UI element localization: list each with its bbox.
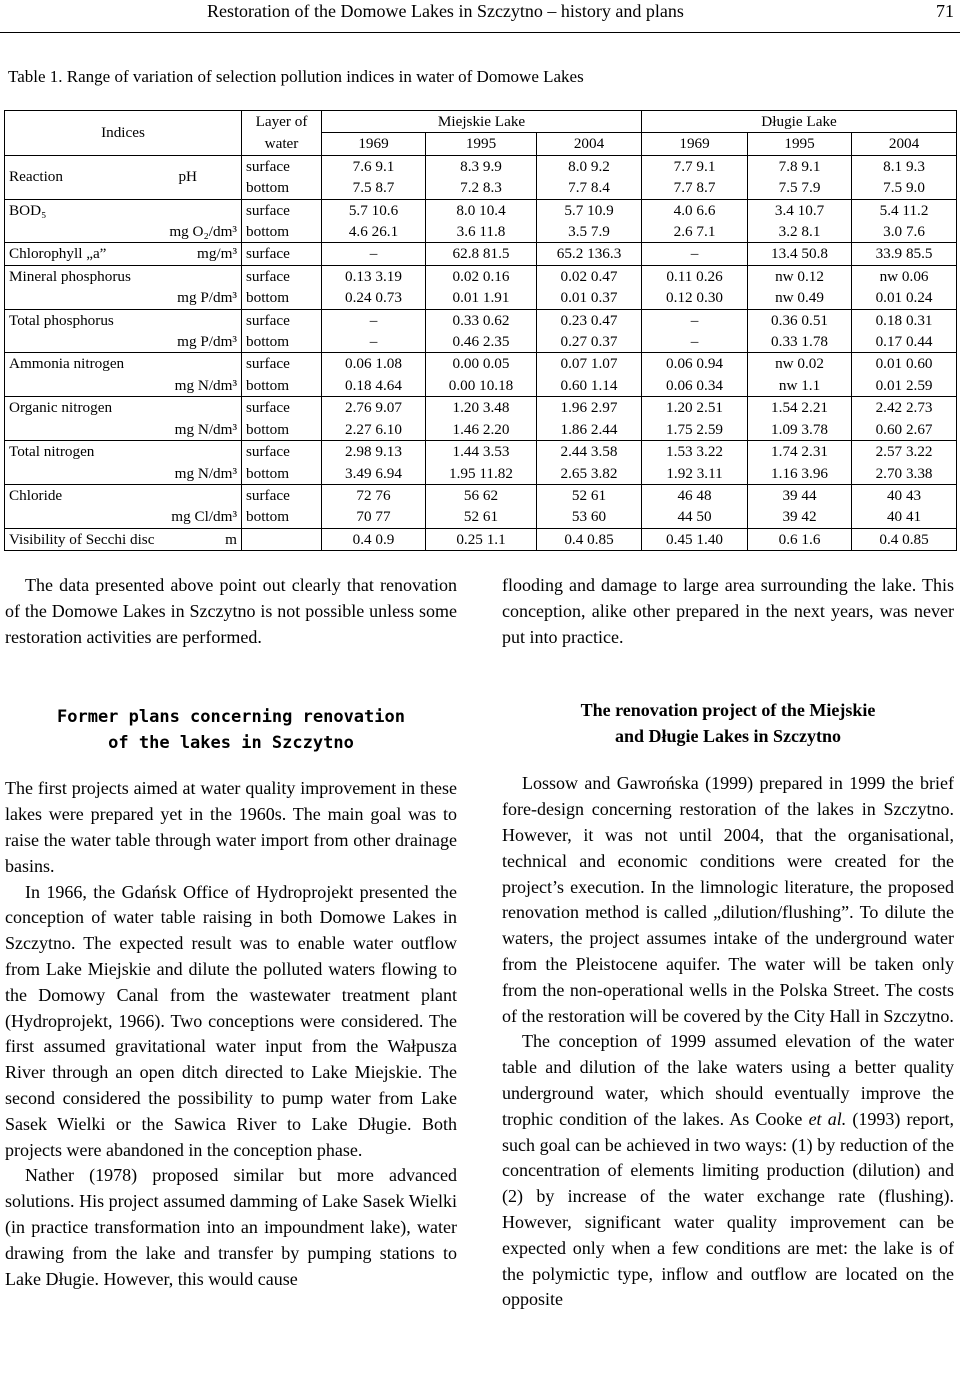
layer-cell: bottom bbox=[242, 506, 322, 528]
indices-header: Indices bbox=[5, 111, 242, 156]
value-cell: nw 0.12 bbox=[748, 265, 852, 287]
text-run: (1993) report, such goal can be achieved in two ways: (1) by reduction of the concentration of elements limiting production (dilution) and (2) by increase of the water exchange rate (flushing). However, significant water quality improvement can be expected only when a few conditions are met: the lake is of the polymictic type, inflow and outflow are located on the opposite bbox=[502, 1108, 955, 1310]
value-cell: 0.24 0.73 bbox=[322, 287, 426, 309]
value-cell: – bbox=[322, 243, 426, 265]
value-cell: 3.5 7.9 bbox=[537, 221, 642, 243]
value-cell: 0.06 0.34 bbox=[642, 375, 748, 397]
value-cell: 8.1 9.3 bbox=[852, 155, 957, 177]
year-header: 1995 bbox=[426, 133, 537, 155]
value-cell: 1.54 2.21 bbox=[748, 397, 852, 419]
table-row bbox=[5, 309, 957, 331]
value-cell: 0.07 1.07 bbox=[537, 353, 642, 375]
index-label bbox=[5, 265, 242, 309]
value-cell: 0.60 1.14 bbox=[537, 375, 642, 397]
value-cell: 4.6 26.1 bbox=[322, 221, 426, 243]
value-cell: 1.95 11.82 bbox=[426, 463, 537, 485]
value-cell: 0.12 0.30 bbox=[642, 287, 748, 309]
value-cell: nw 0.49 bbox=[748, 287, 852, 309]
heading-line: Former plans concerning renovation bbox=[57, 707, 405, 728]
layer-cell: surface bbox=[242, 155, 322, 177]
value-cell: 0.01 2.59 bbox=[852, 375, 957, 397]
value-cell: 1.92 3.11 bbox=[642, 463, 748, 485]
page-number: 71 bbox=[936, 1, 954, 21]
layer-cell: bottom bbox=[242, 463, 322, 485]
section-heading-renovation-project bbox=[502, 697, 954, 749]
value-cell: 52 61 bbox=[426, 506, 537, 528]
value-cell: 7.7 9.1 bbox=[642, 155, 748, 177]
index-unit: mg P/dm³ bbox=[177, 333, 237, 351]
value-cell: 2.42 2.73 bbox=[852, 397, 957, 419]
value-cell: 0.27 0.37 bbox=[537, 331, 642, 353]
value-cell: 0.33 1.78 bbox=[748, 331, 852, 353]
value-cell: 39 44 bbox=[748, 484, 852, 506]
index-name: Chloride bbox=[9, 486, 63, 504]
value-cell: 1.96 2.97 bbox=[537, 397, 642, 419]
value-cell: 2.57 3.22 bbox=[852, 441, 957, 463]
value-cell: 52 61 bbox=[537, 484, 642, 506]
index-name: Mineral phosphorus bbox=[9, 267, 131, 285]
lake-dlugie-header: Długie Lake bbox=[642, 111, 957, 133]
left-paragraph: Nather (1978) proposed similar but more advanced solutions. His project assumed damming of Lake Sasek Wielki (in practice transformation into an impoundment lake), water drawing from the lake and transfer by pumping stations to Lake Długie. However, this would cause bbox=[5, 1165, 457, 1289]
index-name: Total phosphorus bbox=[9, 311, 114, 329]
value-cell: 1.16 3.96 bbox=[748, 463, 852, 485]
index-unit: mg Cl/dm³ bbox=[171, 508, 237, 526]
index-unit: mg N/dm³ bbox=[174, 420, 237, 438]
value-cell: 0.01 0.24 bbox=[852, 287, 957, 309]
layer-cell: bottom bbox=[242, 375, 322, 397]
index-label bbox=[5, 441, 242, 485]
value-cell: 7.6 9.1 bbox=[322, 155, 426, 177]
year-header: 1969 bbox=[642, 133, 748, 155]
year-header: 2004 bbox=[537, 133, 642, 155]
index-name: Total nitrogen bbox=[9, 443, 95, 461]
index-label bbox=[5, 528, 242, 550]
value-cell: 5.4 11.2 bbox=[852, 199, 957, 221]
value-cell: 1.86 2.44 bbox=[537, 419, 642, 441]
value-cell: 1.75 2.59 bbox=[642, 419, 748, 441]
right-column bbox=[502, 573, 954, 1313]
value-cell: 40 41 bbox=[852, 506, 957, 528]
table-row bbox=[5, 353, 957, 375]
value-cell: 0.60 2.67 bbox=[852, 419, 957, 441]
value-cell: 0.17 0.44 bbox=[852, 331, 957, 353]
table-caption: Table 1. Range of variation of selection pollution indices in water of Domowe Lakes bbox=[8, 67, 584, 86]
value-cell: 3.4 10.7 bbox=[748, 199, 852, 221]
layer-cell: surface bbox=[242, 397, 322, 419]
value-cell: 62.8 81.5 bbox=[426, 243, 537, 265]
table-row bbox=[5, 199, 957, 221]
running-title: Restoration of the Domowe Lakes in Szczytno – history and plans bbox=[207, 1, 684, 21]
value-cell: 0.18 0.31 bbox=[852, 309, 957, 331]
value-cell: 53 60 bbox=[537, 506, 642, 528]
value-cell: 8.3 9.9 bbox=[426, 155, 537, 177]
heading-line: The renovation project of the Miejskie bbox=[580, 700, 876, 721]
layer-cell bbox=[242, 528, 322, 550]
layer-cell: bottom bbox=[242, 177, 322, 199]
value-cell: 3.0 7.6 bbox=[852, 221, 957, 243]
value-cell: nw 0.02 bbox=[748, 353, 852, 375]
heading-line: and Długie Lakes in Szczytno bbox=[614, 726, 842, 747]
value-cell: 0.23 0.47 bbox=[537, 309, 642, 331]
layer-cell: surface bbox=[242, 441, 322, 463]
layer-cell: surface bbox=[242, 243, 322, 265]
value-cell: 1.09 3.78 bbox=[748, 419, 852, 441]
value-cell: 3.2 8.1 bbox=[748, 221, 852, 243]
layer-cell: surface bbox=[242, 265, 322, 287]
left-paragraph: In 1966, the Gdańsk Office of Hydroprojekt presented the conception of water table raising in both Domowe Lakes in Szczytno. The expected result was to enable water outflow from Lake Miejskie and dilute the polluted waters flowing to the Domowy Canal from the wastewater treatment plant (Hydroprojekt, 1966). Two conceptions were considered. The first assumed gravitational water input from the Wałpusza River through an open ditch directed to Lake Miejskie. The second considered the possibility to pump water from Lake Sasek Wielki or the Sawica River to Lake Długie. Both projects were abandoned in the conception phase. bbox=[5, 881, 457, 1160]
table-row bbox=[5, 265, 957, 287]
value-cell: 0.6 1.6 bbox=[748, 528, 852, 550]
value-cell: 0.36 0.51 bbox=[748, 309, 852, 331]
value-cell: 3.49 6.94 bbox=[322, 463, 426, 485]
value-cell: 8.0 10.4 bbox=[426, 199, 537, 221]
index-unit: pH bbox=[178, 167, 197, 185]
value-cell: 56 62 bbox=[426, 484, 537, 506]
index-label bbox=[5, 353, 242, 397]
index-unit: mg O₂/dm³ bbox=[169, 223, 237, 241]
value-cell: 7.2 8.3 bbox=[426, 177, 537, 199]
text-run: The conception of 1999 assumed elevation of the water table and dilution of the lake waters using a better quality underground water, which should eventually improve the trophic condition of the lakes. As Cooke bbox=[502, 1031, 954, 1129]
layer-header-top: Layer of bbox=[242, 111, 322, 133]
index-unit: mg N/dm³ bbox=[174, 464, 237, 482]
value-cell: 2.70 3.38 bbox=[852, 463, 957, 485]
value-cell: nw 0.06 bbox=[852, 265, 957, 287]
table-row bbox=[5, 528, 957, 550]
value-cell: 0.25 1.1 bbox=[426, 528, 537, 550]
right-intro: flooding and damage to large area surrounding the lake. This conception, alike other prepared in the next years, was never put into practice. bbox=[502, 575, 954, 647]
index-unit: mg N/dm³ bbox=[174, 376, 237, 394]
value-cell: 0.01 0.37 bbox=[537, 287, 642, 309]
value-cell: 1.44 3.53 bbox=[426, 441, 537, 463]
value-cell: 0.45 1.40 bbox=[642, 528, 748, 550]
value-cell: 72 76 bbox=[322, 484, 426, 506]
value-cell: 0.00 10.18 bbox=[426, 375, 537, 397]
value-cell: 7.5 9.0 bbox=[852, 177, 957, 199]
value-cell: 2.65 3.82 bbox=[537, 463, 642, 485]
index-name: Ammonia nitrogen bbox=[9, 355, 125, 373]
value-cell: 1.20 3.48 bbox=[426, 397, 537, 419]
layer-cell: bottom bbox=[242, 331, 322, 353]
value-cell: 1.53 3.22 bbox=[642, 441, 748, 463]
index-unit: mg/m³ bbox=[197, 245, 237, 263]
value-cell: 0.4 0.85 bbox=[852, 528, 957, 550]
table-row bbox=[5, 484, 957, 506]
right-paragraph bbox=[502, 1029, 954, 1313]
value-cell: 0.13 3.19 bbox=[322, 265, 426, 287]
year-header: 2004 bbox=[852, 133, 957, 155]
value-cell: 0.02 0.16 bbox=[426, 265, 537, 287]
index-label bbox=[5, 397, 242, 441]
value-cell: 0.02 0.47 bbox=[537, 265, 642, 287]
year-header: 1995 bbox=[748, 133, 852, 155]
value-cell: – bbox=[642, 309, 748, 331]
table-row bbox=[5, 397, 957, 419]
layer-cell: surface bbox=[242, 353, 322, 375]
value-cell: 3.6 11.8 bbox=[426, 221, 537, 243]
value-cell: 0.4 0.9 bbox=[322, 528, 426, 550]
value-cell: 44 50 bbox=[642, 506, 748, 528]
value-cell: 0.00 0.05 bbox=[426, 353, 537, 375]
index-label bbox=[5, 155, 242, 199]
left-intro: The data presented above point out clearly that renovation of the Domowe Lakes in Szczytno is not possible unless some restoration activities are performed. bbox=[5, 575, 457, 647]
left-paragraph: The first projects aimed at water quality improvement in these lakes were prepared yet in the 1960s. The main goal was to raise the water table through water import from other drainage basins. bbox=[5, 778, 457, 876]
value-cell: 2.76 9.07 bbox=[322, 397, 426, 419]
value-cell: – bbox=[322, 331, 426, 353]
value-cell: 40 43 bbox=[852, 484, 957, 506]
value-cell: 0.46 2.35 bbox=[426, 331, 537, 353]
heading-line: of the lakes in Szczytno bbox=[108, 733, 354, 754]
page-header bbox=[0, 0, 960, 33]
right-paragraph: Lossow and Gawrońska (1999) prepared in 1999 the brief fore-design concerning restoration of the lakes in Szczytno. However, it was not until 2004, that the organisational, technical and economic conditions were created for the project’s execution. In the limnologic literature, the proposed renovation method is called „dilution/flushing”. To dilute the waters, the project assumes intake of the underground water from the Pleistocene aquifer. The water will be taken only from the non-operational wells in the Polska Street. The costs of the restoration will be covered by the City Hall in Szczytno. bbox=[502, 773, 954, 1026]
index-label bbox=[5, 309, 242, 353]
left-column bbox=[5, 573, 457, 1292]
lake-miejskie-header: Miejskie Lake bbox=[322, 111, 642, 133]
layer-header-bottom: water bbox=[242, 133, 322, 155]
value-cell: 0.06 0.94 bbox=[642, 353, 748, 375]
layer-cell: bottom bbox=[242, 419, 322, 441]
value-cell: 0.06 1.08 bbox=[322, 353, 426, 375]
value-cell: 0.01 0.60 bbox=[852, 353, 957, 375]
pollution-table bbox=[4, 110, 957, 551]
value-cell: 7.5 8.7 bbox=[322, 177, 426, 199]
index-unit: mg P/dm³ bbox=[177, 289, 237, 307]
layer-cell: surface bbox=[242, 199, 322, 221]
year-header: 1969 bbox=[322, 133, 426, 155]
value-cell: 4.0 6.6 bbox=[642, 199, 748, 221]
value-cell: 39 42 bbox=[748, 506, 852, 528]
value-cell: 13.4 50.8 bbox=[748, 243, 852, 265]
value-cell: 5.7 10.9 bbox=[537, 199, 642, 221]
value-cell: nw 1.1 bbox=[748, 375, 852, 397]
layer-cell: bottom bbox=[242, 221, 322, 243]
value-cell: 2.6 7.1 bbox=[642, 221, 748, 243]
value-cell: 0.33 0.62 bbox=[426, 309, 537, 331]
layer-cell: surface bbox=[242, 484, 322, 506]
value-cell: 7.8 9.1 bbox=[748, 155, 852, 177]
table-row bbox=[5, 441, 957, 463]
index-name: BOD₅ bbox=[9, 201, 47, 219]
value-cell: 7.7 8.4 bbox=[537, 177, 642, 199]
index-name: Organic nitrogen bbox=[9, 399, 113, 417]
value-cell: 2.98 9.13 bbox=[322, 441, 426, 463]
index-unit: m bbox=[225, 530, 237, 548]
index-label bbox=[5, 199, 242, 243]
value-cell: 0.18 4.64 bbox=[322, 375, 426, 397]
value-cell: 7.5 7.9 bbox=[748, 177, 852, 199]
value-cell: 0.01 1.91 bbox=[426, 287, 537, 309]
table-row bbox=[5, 155, 957, 177]
value-cell: 65.2 136.3 bbox=[537, 243, 642, 265]
value-cell: 0.11 0.26 bbox=[642, 265, 748, 287]
section-heading-former-plans bbox=[5, 704, 457, 756]
value-cell: – bbox=[642, 331, 748, 353]
index-name: Reaction bbox=[9, 167, 63, 185]
value-cell: – bbox=[322, 309, 426, 331]
value-cell: 5.7 10.6 bbox=[322, 199, 426, 221]
value-cell: 7.7 8.7 bbox=[642, 177, 748, 199]
table-row bbox=[5, 243, 957, 265]
value-cell: 2.27 6.10 bbox=[322, 419, 426, 441]
index-name: Chlorophyll „a” bbox=[9, 245, 107, 263]
value-cell: 0.4 0.85 bbox=[537, 528, 642, 550]
value-cell: 1.74 2.31 bbox=[748, 441, 852, 463]
layer-cell: surface bbox=[242, 309, 322, 331]
text-run-italic: et al. bbox=[808, 1108, 847, 1129]
layer-cell: bottom bbox=[242, 287, 322, 309]
value-cell: 1.46 2.20 bbox=[426, 419, 537, 441]
index-name: Visibility of Secchi disc bbox=[9, 530, 155, 548]
index-label bbox=[5, 484, 242, 528]
value-cell: 2.44 3.58 bbox=[537, 441, 642, 463]
value-cell: 1.20 2.51 bbox=[642, 397, 748, 419]
value-cell: 70 77 bbox=[322, 506, 426, 528]
value-cell: 8.0 9.2 bbox=[537, 155, 642, 177]
value-cell: 46 48 bbox=[642, 484, 748, 506]
index-label bbox=[5, 243, 242, 265]
value-cell: 33.9 85.5 bbox=[852, 243, 957, 265]
value-cell: – bbox=[642, 243, 748, 265]
